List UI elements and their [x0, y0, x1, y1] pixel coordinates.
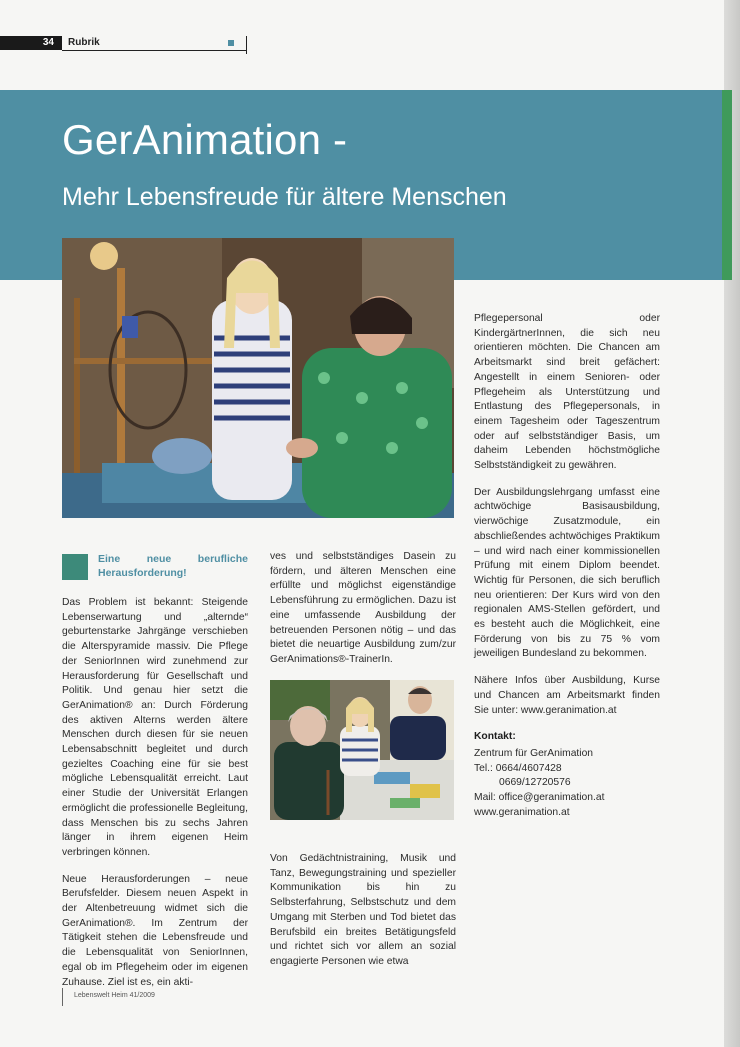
rubric-square-icon [228, 40, 234, 46]
rubric-label: Rubrik [68, 37, 100, 48]
contact-organization: Zentrum für GerAnimation [474, 747, 594, 759]
paragraph: Von Gedächtnistraining, Musik und Tanz, Bewegungstraining und spezieller Kommunikation bis hin zu Selbsterfahrung, Selbstschutz und dem Umgang mit Sterben und Tod bietet das Berufsbild ein breites Betätigungsfeld und richtet sich vor allem an sozial engagierte Personen wie etwa [270, 853, 456, 967]
photo-handcraft-group-illustration [270, 680, 454, 820]
paragraph: ves und selbstständiges Dasein zu fördern, und älteren Menschen eine erfüllte und möglichst eigenständige Lebensführung zu ermöglichen. Dazu ist eine umfassende Ausbildung der betreuenden Personen nötig – und das bietet die neuartige Ausbildung zum/zur GerAnimations®-TrainerIn. [270, 551, 456, 665]
photo-loom-weaving [62, 238, 454, 518]
photo-loom-weaving-illustration [62, 238, 454, 518]
text-column-2-top [270, 550, 456, 680]
contact-mail: Mail: office@geranimation.at [474, 792, 605, 804]
header-rule [62, 50, 247, 51]
paragraph: Neue Herausforderungen – neue Berufsfelder. Diesem neuen Aspekt in der Altenbetreuung widmet sich die GerAnimation®. Im Zentrum der Tätigkeit stehen die Lebensfreude und die Lebensqualität von SeniorInnen, egal ob im Pflegeheim oder im eigenen Zuhause. Ziel ist es, ein akti- [62, 873, 248, 988]
article-title: GerAnimation - [62, 116, 348, 163]
paragraph: Pflegepersonal oder KindergärtnerInnen, die sich neu orientieren möchten. Die Chancen am Arbeitsmarkt sind breit gefächert: Angestellt in einem Senioren- oder Pflegeheim als Unterstützung und Entlastung des Pflegepersonals, in einem Tagesheim oder Tageszentrum oder auf selbstständiger Basis, um daheim Lebenden höchstmögliche Selbstständigkeit zu gewähren. [474, 313, 660, 472]
text-column-2-bottom [270, 852, 456, 982]
photo-handcraft-group [270, 680, 454, 820]
paragraph: Das Problem ist bekannt: Steigende Lebenserwartung und „alternde“ geburtenstarke Jahrgänge verschieben die Alterspyramide massiv. Die Pflege der SeniorInnen wird zunehmend zur Herausforderung für Gesellschaft und Politik. Und genau hier setzt die GerAnimation® an: Durch Förderung des aktiven Alterns werden ältere Menschen durch diesen für sie neuen Lebensabschnitt begleitet und durch gezieltes Coaching eine für sie best mögliche Lebensqualität erreicht. Laut einer Studie der Universität Erlangen ermöglicht die professionelle Begleitung, dass Menschen bis zu sechs Jahren länger in ihrem eigenen Heim verbringen können. [62, 597, 248, 858]
section-title: Eine neue berufliche Herausforderung! [98, 553, 248, 579]
paragraph: Nähere Infos über Ausbildung, Kurse und Chancen am Arbeitsmarkt finden Sie unter: www.geranimation.at [474, 675, 660, 716]
contact-heading: Kontakt: [474, 731, 516, 743]
footer-text: Lebenswelt Heim 41/2009 [74, 992, 155, 999]
text-column-3 [474, 312, 660, 821]
section-tab [722, 90, 732, 280]
page-number: 34 [0, 36, 62, 50]
header-rule-vertical [246, 36, 247, 54]
paragraph: Der Ausbildungslehrgang umfasst eine achtwöchige Basisausbildung, vierwöchige Zusatzmodule, ein abschließendes achtwöchiges Praktikum – und wird nach einer kommissionellen Prüfung mit einem Diplom beendet. Wichtig für Personen, die sich beruflich neu orientieren: Der Kurs wird von den regionalen AMS-Stellen gefördert, und es besteht auch die Möglichkeit, eine Förderung von bis zu 75 % vom jeweiligen Bundesland zu bekommen. [474, 486, 661, 660]
contact-phone-1 [474, 762, 660, 777]
text-column-1 [62, 596, 248, 1002]
section-heading [62, 552, 248, 582]
phone-label: Tel.: [474, 762, 493, 774]
article-subtitle: Mehr Lebensfreude für ältere Menschen [62, 183, 507, 211]
contact-phone-2: 0669/12720576 [499, 777, 571, 789]
phone-number-1: 0664/4607428 [495, 762, 562, 774]
page-header [0, 36, 248, 54]
footer-rule [62, 988, 63, 1006]
section-square-icon [62, 554, 88, 580]
contact-block [474, 730, 660, 820]
contact-website: www.geranimation.at [474, 806, 570, 818]
